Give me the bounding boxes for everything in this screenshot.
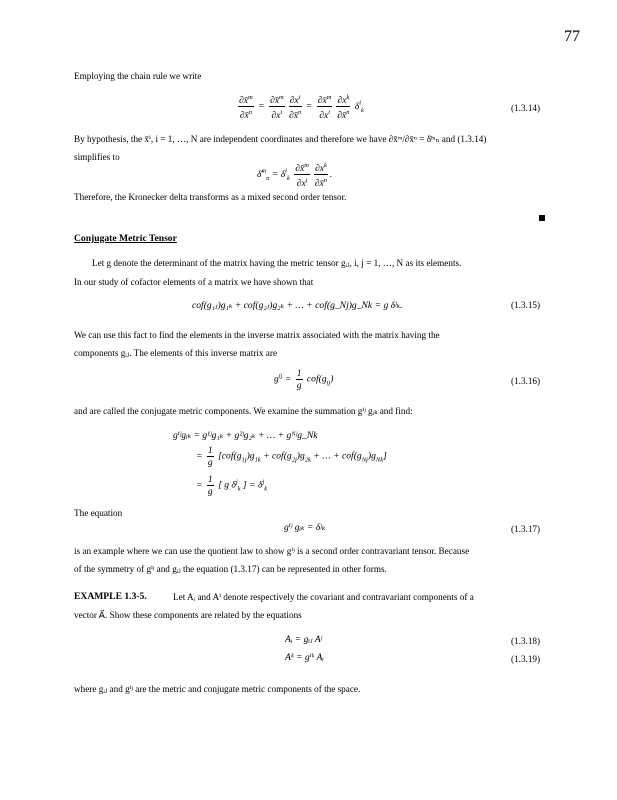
paragraph-example-statement: Let Aᵢ and Aⁱ denote respectively the covariant and contravariant components of a <box>173 592 474 602</box>
paragraph-conjugate-metric: and are called the conjugate metric components. We examine the summation gⁱʲ gᵢₖ and find: <box>74 406 413 416</box>
paragraph-chain-rule: Employing the chain rule we write <box>74 71 202 81</box>
paragraph-kronecker-conclusion: Therefore, the Kronecker delta transforms as a mixed second order tensor. <box>74 192 347 202</box>
page-number: 77 <box>564 28 580 45</box>
equation-1-3-14: $\frac{\partial x̄^m}{\partial x̄^n}$ = $\frac{\partial x̄^m}{\partial x^i}$ $\frac{\partial x^i}{\partial x̄^n}$ = $\frac{\partial x̄^m}{\partial x^i}$ $\frac{\partial x^k}{\partial x̄^n}$ $\delta^i_k$ <box>239 94 364 122</box>
paragraph-example-vector: vector A⃗. Show these components are related by the equations <box>74 610 302 620</box>
section-heading: Conjugate Metric Tensor <box>74 233 177 244</box>
equation-summation-line-1: gⁱʲgᵢₖ = g¹ʲg₁ₖ + g²ʲg₂ₖ + … + gᴺʲg_Nk <box>173 430 318 441</box>
equation-1-3-18: Aᵢ = gᵢⱼ Aʲ <box>285 634 323 645</box>
paragraph-determinant: Let g denote the determinant of the matrix having the metric tensor gᵢⱼ, i, j = 1, …, N as its elements. <box>92 258 462 268</box>
paragraph-hypothesis: By hypothesis, the x̄ⁱ, i = 1, …, N are independent coordinates and therefore we have ∂x̄ᵐ/∂x̄ⁿ = δ̄ᵐₙ and (1.3.14) <box>74 134 487 144</box>
paragraph-closing: where gᵢⱼ and gⁱʲ are the metric and conjugate metric components of the space. <box>74 684 361 694</box>
equation-1-3-15: cof(g₁ⱼ)g₁ₖ + cof(g₂ⱼ)g₂ₖ + … + cof(g_Nj)g_Nk = g δʲₖ. <box>192 300 403 311</box>
paragraph-quotient-law: is an example where we can use the quotient law to show gⁱʲ is a second order contravariant tensor. Because <box>74 546 470 556</box>
equation-number-1-3-17: (1.3.17) <box>511 524 541 534</box>
end-of-proof-square <box>539 215 545 221</box>
equation-number-1-3-14: (1.3.14) <box>511 103 541 113</box>
equation-kronecker-transform: δ̄$^m_n$ = $\delta^i_k$ $\frac{\partial x̄^m}{\partial x^i}$ $\frac{\partial x^k}{\partial x̄^n}$ . <box>257 162 333 190</box>
equation-number-1-3-16: (1.3.16) <box>511 376 541 386</box>
example-label: EXAMPLE 1.3-5. <box>74 591 147 602</box>
paragraph-the-equation: The equation <box>74 508 123 518</box>
paragraph-cofactor: In our study of cofactor elements of a matrix we have shown that <box>74 277 314 287</box>
paragraph-symmetry: of the symmetry of gⁱʲ and gᵢⱼ the equation (1.3.17) can be represented in other forms. <box>74 564 387 574</box>
equation-number-1-3-18: (1.3.18) <box>511 636 541 646</box>
equation-1-3-17: gⁱʲ gᵢₖ = δʲₖ <box>284 522 326 533</box>
equation-1-3-16: $g^{ij}$ = $\frac{1}{g}$ $cof(g_{ij})$ <box>274 368 334 391</box>
equation-summation-line-2: = $\frac{1}{g}$ [$cof(g_{1j})g_{1k} + cof(g_{2j})g_{2k}$ + … + $cof(g_{Nj})g_{Nk}$] <box>196 445 387 468</box>
equation-number-1-3-19: (1.3.19) <box>511 654 541 664</box>
equation-number-1-3-15: (1.3.15) <box>511 300 541 310</box>
paragraph-inverse-matrix: We can use this fact to find the elements in the inverse matrix associated with the matrix having the <box>74 330 440 340</box>
equation-1-3-19: Aᵏ = gⁱᵏ Aᵢ <box>285 652 324 663</box>
equation-summation-line-3: = $\frac{1}{g}$ [ g $\delta^j_k$ ] = $\delta^j_k$ <box>196 474 268 497</box>
paragraph-components: components gᵢⱼ. The elements of this inverse matrix are <box>74 348 278 358</box>
paragraph-simplifies: simplifies to <box>74 152 120 162</box>
